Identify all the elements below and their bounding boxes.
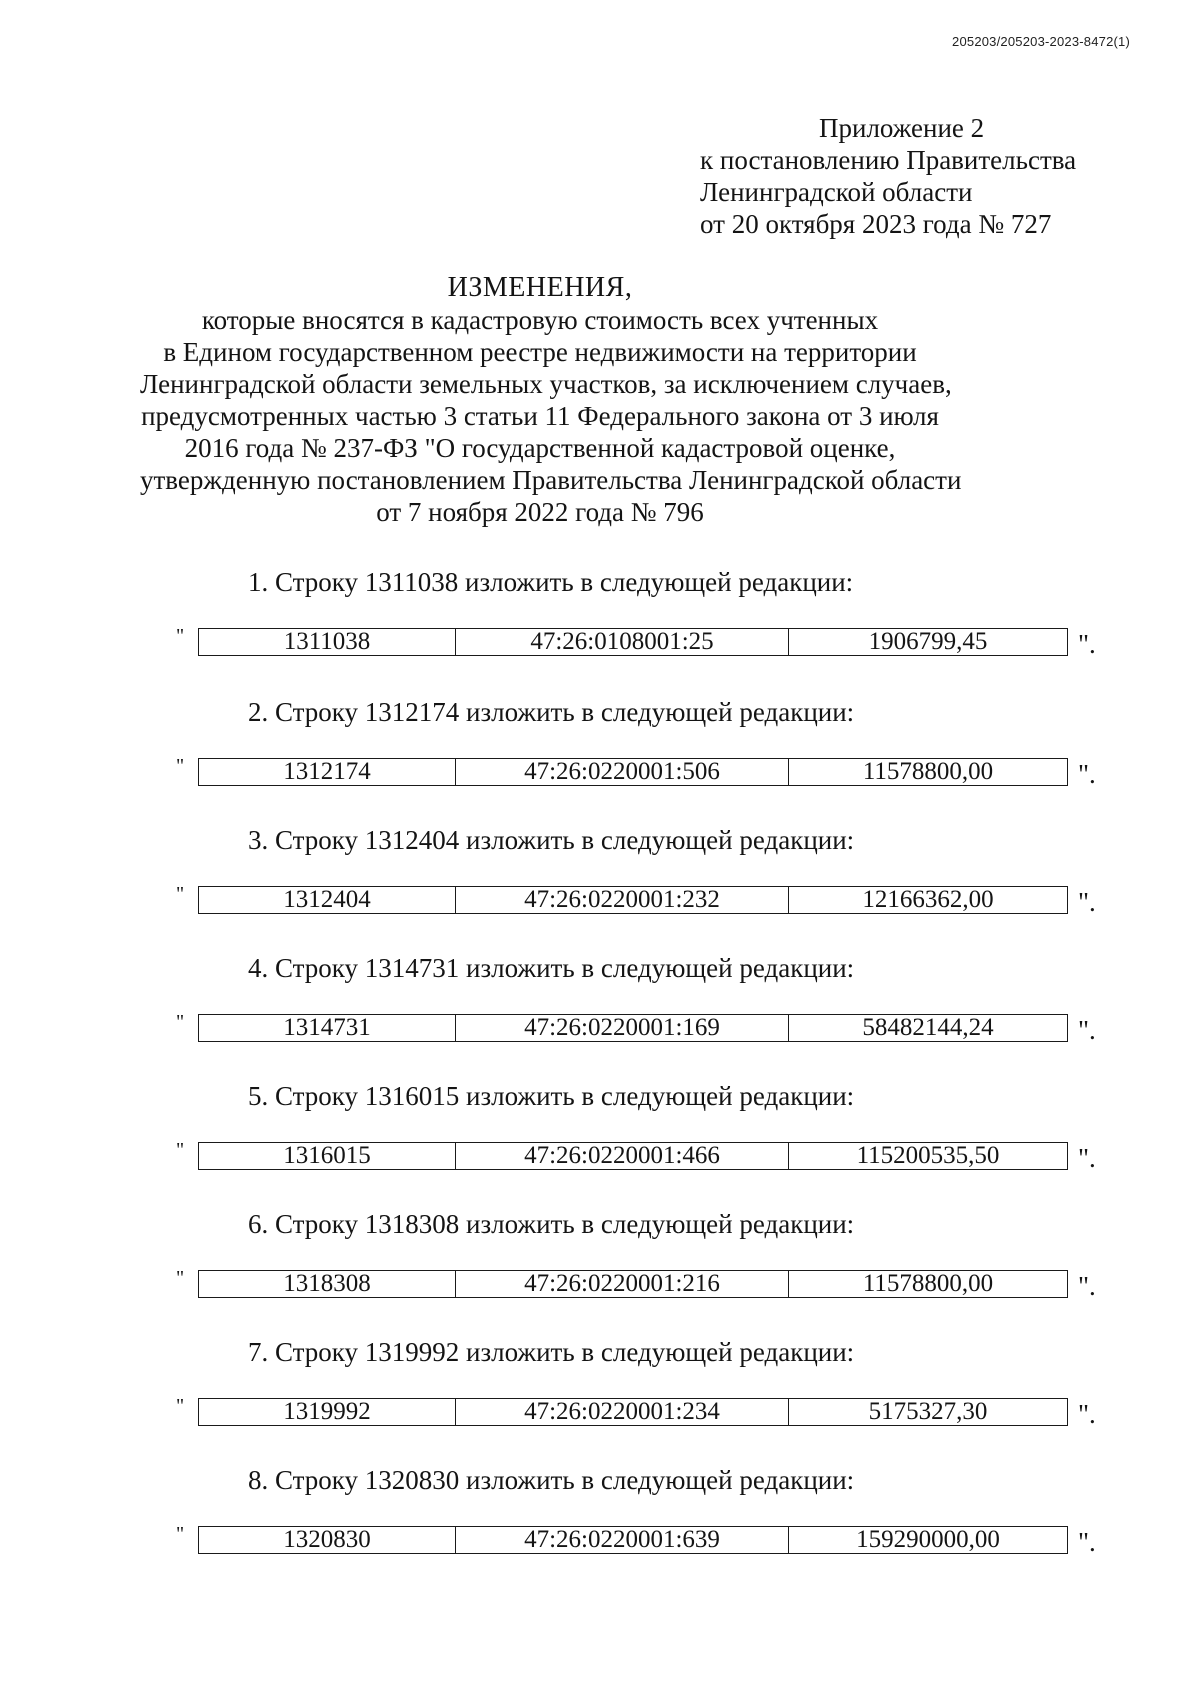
amendment-row-table: [198, 886, 1068, 914]
cadastral-value-cell: 5175327,30: [789, 1399, 1068, 1426]
amendment-item: [0, 696, 1200, 816]
close-quote: ".: [1078, 629, 1096, 659]
title-line: утвержденную постановлением Правительства Ленинградской области: [140, 465, 962, 495]
amendment-row-table: [198, 628, 1068, 656]
amendment-item: [0, 1080, 1200, 1200]
amendment-item: [0, 566, 1200, 686]
cadastral-number-cell: 47:26:0220001:466: [456, 1143, 789, 1170]
close-quote: ".: [1078, 759, 1096, 789]
row-number-cell: 1312174: [199, 759, 456, 786]
appendix-line: от 20 октября 2023 года № 727: [700, 209, 1052, 239]
cadastral-value-cell: 11578800,00: [789, 1271, 1068, 1298]
title-line: Ленинградской области земельных участков, за исключением случаев,: [140, 369, 952, 399]
title-line: которые вносятся в кадастровую стоимость всех учтенных: [201, 305, 879, 335]
open-quote: ": [176, 883, 185, 905]
amendment-instruction: 8. Строку 1320830 изложить в следующей редакции:: [248, 1465, 855, 1495]
cadastral-number-cell: 47:26:0108001:25: [456, 629, 789, 656]
amendment-item: [0, 1464, 1200, 1584]
amendment-row-table: [198, 1270, 1068, 1298]
open-quote: ": [176, 1139, 185, 1161]
amendment-item: [0, 952, 1200, 1072]
open-quote: ": [176, 1011, 185, 1033]
cadastral-value-cell: 11578800,00: [789, 759, 1068, 786]
amendment-row-table: [198, 1014, 1068, 1042]
row-number-cell: 1311038: [199, 629, 456, 656]
table-row: [199, 1143, 1068, 1170]
table-row: [199, 629, 1068, 656]
amendment-row-table: [198, 1398, 1068, 1426]
amendment-instruction: 2. Строку 1312174 изложить в следующей редакции:: [248, 697, 855, 727]
amendment-row-table: [198, 1142, 1068, 1170]
open-quote: ": [176, 1523, 185, 1545]
table-row: [199, 1399, 1068, 1426]
document-title: [140, 272, 962, 528]
amendment-row-table: [198, 1526, 1068, 1554]
amendment-item: [0, 1208, 1200, 1328]
open-quote: ": [176, 1267, 185, 1289]
row-number-cell: 1318308: [199, 1271, 456, 1298]
amendment-row-table: [198, 758, 1068, 786]
row-number-cell: 1320830: [199, 1527, 456, 1554]
cadastral-number-cell: 47:26:0220001:169: [456, 1015, 789, 1042]
amendment-item: [0, 824, 1200, 944]
title-line: от 7 ноября 2022 года № 796: [376, 497, 704, 527]
close-quote: ".: [1078, 1527, 1096, 1557]
cadastral-number-cell: 47:26:0220001:506: [456, 759, 789, 786]
cadastral-value-cell: 12166362,00: [789, 887, 1068, 914]
row-number-cell: 1316015: [199, 1143, 456, 1170]
title-line: в Едином государственном реестре недвижимости на территории: [163, 337, 917, 367]
amendment-instruction: 1. Строку 1311038 изложить в следующей редакции:: [248, 567, 854, 597]
table-row: [199, 887, 1068, 914]
document-id: 205203/205203-2023-8472(1): [952, 34, 1130, 49]
open-quote: ": [176, 625, 185, 647]
appendix-line: Ленинградской области: [700, 177, 973, 207]
title-line: 2016 года № 237-ФЗ "О государственной кадастровой оценке,: [184, 433, 896, 463]
table-row: [199, 759, 1068, 786]
amendment-item: [0, 1336, 1200, 1456]
cadastral-value-cell: 58482144,24: [789, 1015, 1068, 1042]
close-quote: ".: [1078, 1143, 1096, 1173]
appendix-line: к постановлению Правительства: [700, 145, 1077, 175]
amendment-instruction: 3. Строку 1312404 изложить в следующей редакции:: [248, 825, 855, 855]
appendix-header: [700, 112, 1076, 240]
open-quote: ": [176, 755, 185, 777]
table-row: [199, 1271, 1068, 1298]
title-line: предусмотренных частью 3 статьи 11 Федерального закона от 3 июля: [141, 401, 939, 431]
cadastral-value-cell: 159290000,00: [789, 1527, 1068, 1554]
amendment-instruction: 5. Строку 1316015 изложить в следующей редакции:: [248, 1081, 855, 1111]
cadastral-number-cell: 47:26:0220001:639: [456, 1527, 789, 1554]
open-quote: ": [176, 1395, 185, 1417]
amendment-instruction: 6. Строку 1318308 изложить в следующей редакции:: [248, 1209, 855, 1239]
close-quote: ".: [1078, 1399, 1096, 1429]
cadastral-value-cell: 115200535,50: [789, 1143, 1068, 1170]
table-row: [199, 1527, 1068, 1554]
amendment-instruction: 7. Строку 1319992 изложить в следующей редакции:: [248, 1337, 855, 1367]
row-number-cell: 1312404: [199, 887, 456, 914]
close-quote: ".: [1078, 1271, 1096, 1301]
title-heading: ИЗМЕНЕНИЯ,: [447, 272, 633, 303]
row-number-cell: 1319992: [199, 1399, 456, 1426]
row-number-cell: 1314731: [199, 1015, 456, 1042]
cadastral-number-cell: 47:26:0220001:216: [456, 1271, 789, 1298]
table-row: [199, 1015, 1068, 1042]
cadastral-number-cell: 47:26:0220001:234: [456, 1399, 789, 1426]
close-quote: ".: [1078, 1015, 1096, 1045]
appendix-line: Приложение 2: [819, 113, 985, 143]
cadastral-value-cell: 1906799,45: [789, 629, 1068, 656]
cadastral-number-cell: 47:26:0220001:232: [456, 887, 789, 914]
close-quote: ".: [1078, 887, 1096, 917]
amendment-instruction: 4. Строку 1314731 изложить в следующей редакции:: [248, 953, 855, 983]
